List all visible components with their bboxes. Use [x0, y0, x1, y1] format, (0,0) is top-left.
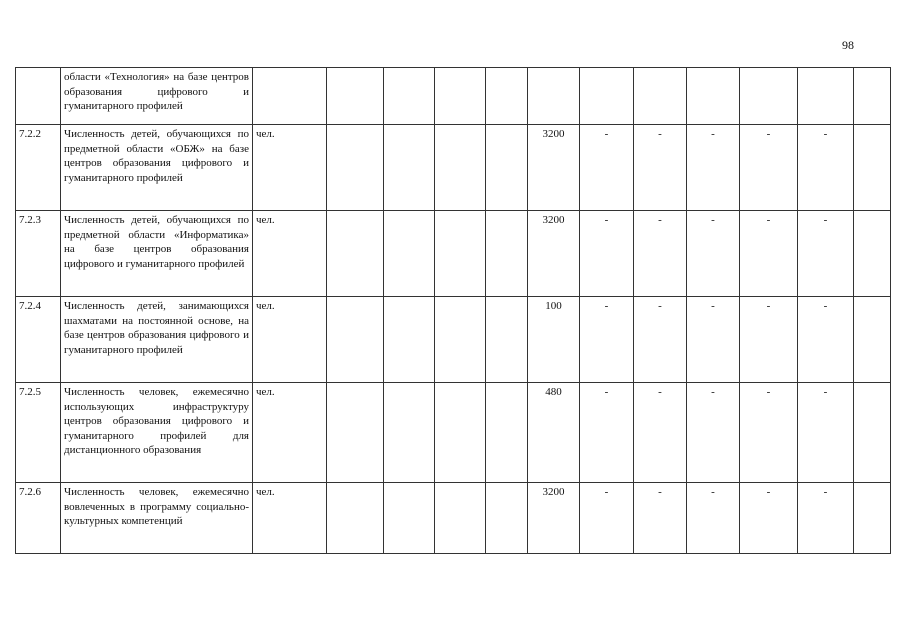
dash-cell: -	[798, 483, 854, 554]
dash-cell: -	[687, 483, 740, 554]
table-row	[16, 211, 891, 297]
dash-cell: -	[798, 297, 854, 383]
value-cell: 480	[528, 383, 580, 483]
dash-cell	[798, 68, 854, 125]
dash-cell: -	[740, 297, 798, 383]
dash-cell: -	[740, 211, 798, 297]
indicator-name: Численность человек, ежемесячно вовлеченных в программу социально-культурных компетенций	[61, 483, 253, 554]
dash-cell: -	[634, 211, 687, 297]
unit-cell	[253, 68, 327, 125]
table-row	[16, 125, 891, 211]
indicator-name: Численность человек, ежемесячно использующих инфраструктуру центров образования цифрового и гуманитарного профилей для дистанционного образования	[61, 383, 253, 483]
empty-cell	[486, 383, 528, 483]
dash-cell: -	[580, 383, 634, 483]
empty-cell	[435, 297, 486, 383]
dash-cell: -	[687, 211, 740, 297]
dash-cell: -	[634, 125, 687, 211]
table-row	[16, 297, 891, 383]
dash-cell: -	[740, 383, 798, 483]
empty-cell	[384, 68, 435, 125]
dash-cell	[740, 68, 798, 125]
page-number: 98	[842, 38, 854, 52]
dash-cell: -	[580, 211, 634, 297]
dash-cell: -	[740, 125, 798, 211]
unit-cell: чел.	[253, 125, 327, 211]
dash-cell: -	[580, 483, 634, 554]
indicator-code	[16, 68, 61, 125]
table-row	[16, 383, 891, 483]
empty-cell	[486, 483, 528, 554]
dash-cell	[634, 68, 687, 125]
empty-cell	[854, 125, 891, 211]
empty-cell	[435, 383, 486, 483]
empty-cell	[854, 483, 891, 554]
indicator-code: 7.2.4	[16, 297, 61, 383]
empty-cell	[384, 483, 435, 554]
dash-cell	[580, 68, 634, 125]
empty-cell	[384, 211, 435, 297]
dash-cell: -	[798, 211, 854, 297]
dash-cell: -	[798, 383, 854, 483]
empty-cell	[327, 125, 384, 211]
dash-cell: -	[687, 125, 740, 211]
empty-cell	[435, 68, 486, 125]
indicator-code: 7.2.2	[16, 125, 61, 211]
indicator-name: области «Технология» на базе центров образования цифрового и гуманитарного профилей	[61, 68, 253, 125]
dash-cell: -	[634, 483, 687, 554]
indicator-name: Численность детей, обучающихся по предметной области «Информатика» на базе центров образования цифрового и гуманитарного профилей	[61, 211, 253, 297]
unit-cell: чел.	[253, 383, 327, 483]
indicator-table	[15, 67, 891, 554]
empty-cell	[327, 383, 384, 483]
empty-cell	[435, 125, 486, 211]
table-row	[16, 68, 891, 125]
dash-cell: -	[687, 383, 740, 483]
dash-cell: -	[634, 383, 687, 483]
empty-cell	[486, 297, 528, 383]
empty-cell	[486, 68, 528, 125]
empty-cell	[327, 211, 384, 297]
empty-cell	[327, 68, 384, 125]
value-cell: 3200	[528, 125, 580, 211]
dash-cell: -	[798, 125, 854, 211]
value-cell: 3200	[528, 483, 580, 554]
value-cell: 100	[528, 297, 580, 383]
empty-cell	[486, 211, 528, 297]
indicator-code: 7.2.6	[16, 483, 61, 554]
dash-cell: -	[580, 297, 634, 383]
indicator-code: 7.2.3	[16, 211, 61, 297]
dash-cell	[687, 68, 740, 125]
empty-cell	[384, 297, 435, 383]
dash-cell: -	[687, 297, 740, 383]
empty-cell	[854, 297, 891, 383]
unit-cell: чел.	[253, 297, 327, 383]
unit-cell: чел.	[253, 211, 327, 297]
empty-cell	[327, 483, 384, 554]
empty-cell	[486, 125, 528, 211]
dash-cell: -	[740, 483, 798, 554]
empty-cell	[384, 383, 435, 483]
dash-cell: -	[580, 125, 634, 211]
indicator-code: 7.2.5	[16, 383, 61, 483]
empty-cell	[854, 383, 891, 483]
unit-cell: чел.	[253, 483, 327, 554]
empty-cell	[384, 125, 435, 211]
empty-cell	[854, 68, 891, 125]
empty-cell	[854, 211, 891, 297]
dash-cell: -	[634, 297, 687, 383]
empty-cell	[435, 211, 486, 297]
value-cell	[528, 68, 580, 125]
indicator-name: Численность детей, обучающихся по предметной области «ОБЖ» на базе центров образования цифрового и гуманитарного профилей	[61, 125, 253, 211]
empty-cell	[435, 483, 486, 554]
indicator-name: Численность детей, занимающихся шахматами на постоянной основе, на базе центров образования цифрового и гуманитарного профилей	[61, 297, 253, 383]
empty-cell	[327, 297, 384, 383]
table-row	[16, 483, 891, 554]
value-cell: 3200	[528, 211, 580, 297]
